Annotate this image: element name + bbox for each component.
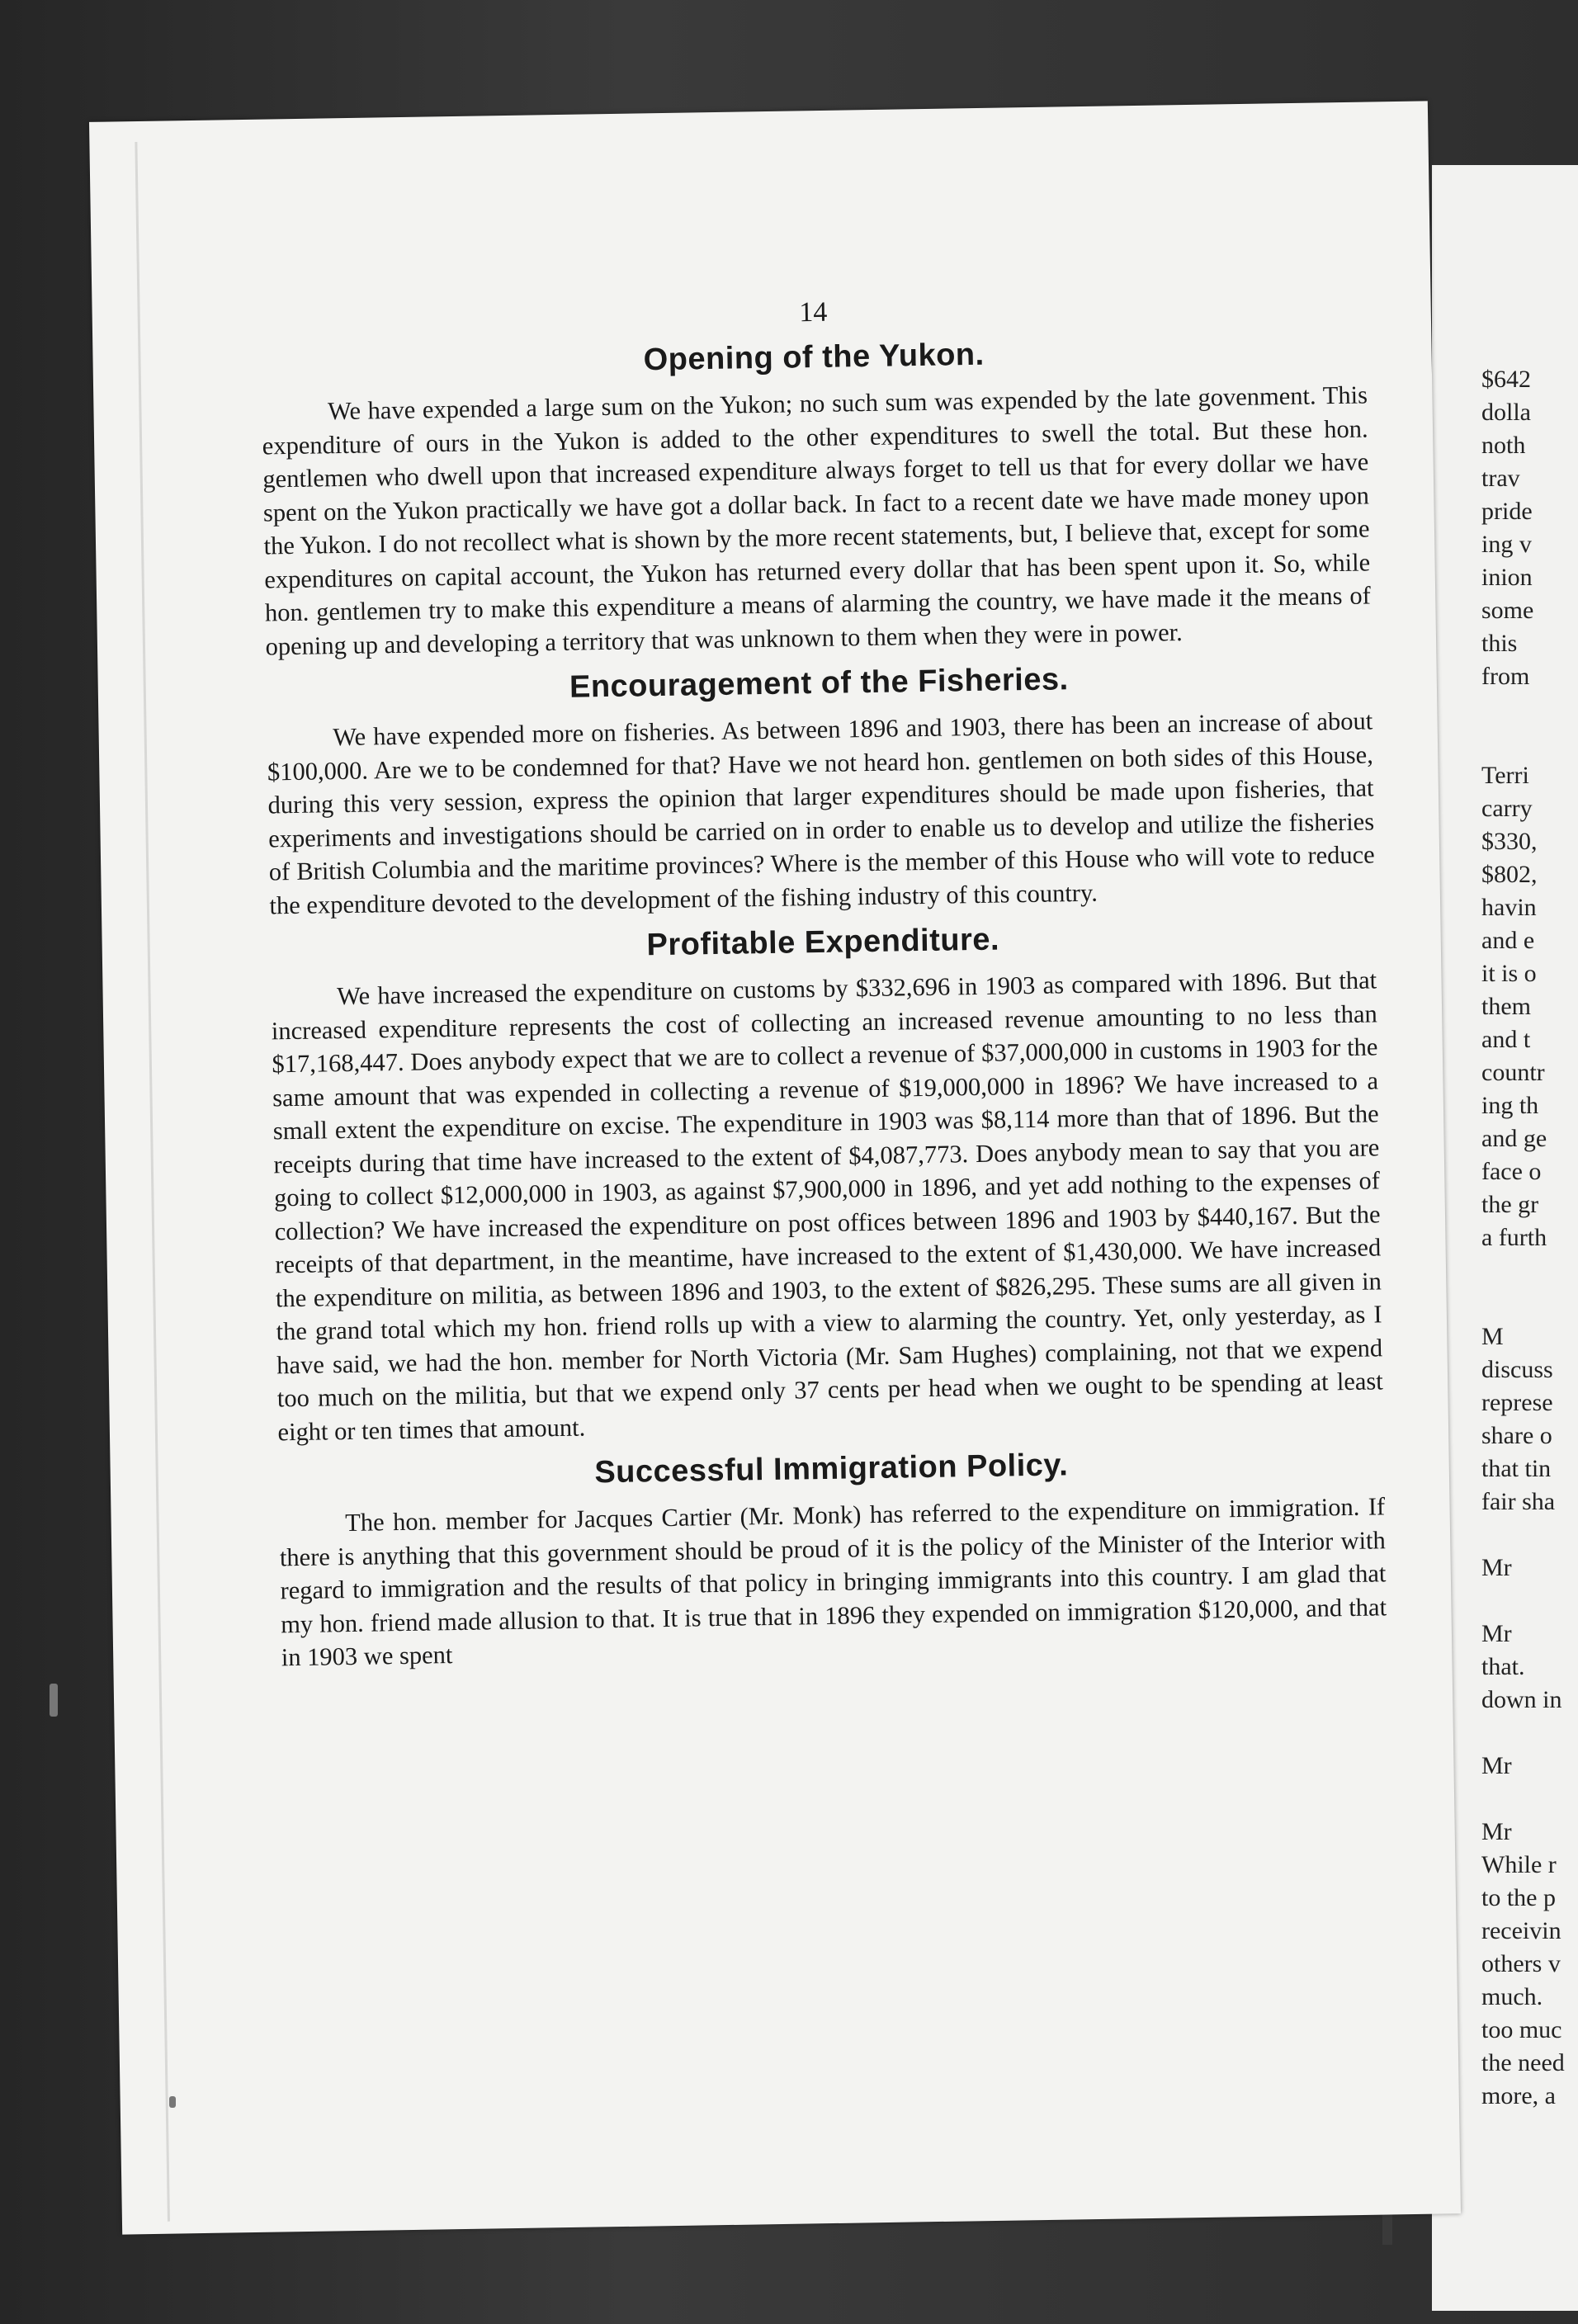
- facing-page-line: pride: [1481, 498, 1533, 525]
- facing-page-line: Mr: [1481, 1620, 1512, 1647]
- facing-page-line: that.: [1481, 1653, 1525, 1680]
- facing-page-line: the need: [1481, 2049, 1565, 2076]
- facing-page-line: countr: [1481, 1059, 1545, 1086]
- facing-page-line: them: [1481, 993, 1531, 1020]
- section-heading-profitable: Profitable Expenditure.: [646, 922, 1000, 963]
- section-heading-immigration: Successful Immigration Policy.: [594, 1448, 1069, 1490]
- facing-page-line: dolla: [1481, 399, 1531, 426]
- facing-page-line: much.: [1481, 1983, 1543, 2010]
- facing-page-line: havin: [1481, 894, 1537, 921]
- facing-page-line: $330,: [1481, 828, 1538, 855]
- facing-page-line: M: [1481, 1323, 1504, 1350]
- section-body-yukon: We have expended a large sum on the Yukon; no such sum was expended by the late govenment. This expenditure of ours in the Yukon is added to the other expenditures to swell the total. But these hon. gentlemen who dwell upon that increased expenditure always forget to tell us that for every dollar we have spent on the Yukon practically we have got a dollar back. In fact to a recent date we have made money upon the Yukon. I do not recollect what is shown by the more recent statements, but, I believe that, except for some expenditures on capital account, the Yukon has returned every dollar that has been spent upon it. So, while hon. gentlemen try to make this expenditure a means of alarming the country, we have made it the means of opening up and developing a territory that was unknown to them when they were in power.: [262, 380, 1372, 660]
- facing-page-line: the gr: [1481, 1191, 1539, 1218]
- facing-page-line: more, a: [1481, 2082, 1556, 2109]
- facing-page-line: that tin: [1481, 1455, 1552, 1482]
- facing-page-line: [1481, 1254, 1578, 1287]
- facing-page-line: face o: [1481, 1158, 1542, 1185]
- facing-page-line: it is o: [1481, 960, 1537, 987]
- facing-page-line: some: [1481, 597, 1534, 624]
- facing-page-line: [1481, 1783, 1578, 1816]
- facing-page-line: discuss: [1481, 1356, 1553, 1383]
- page-content: [260, 288, 1387, 1674]
- facing-page-line: and ge: [1481, 1125, 1547, 1152]
- page-number: 14: [799, 296, 828, 328]
- facing-page-line: represe: [1481, 1389, 1553, 1416]
- facing-page-line: carry: [1481, 795, 1533, 822]
- section-body-fisheries: We have expended more on fisheries. As between 1896 and 1903, there has been an increase of about $100,000. Are we to be condemned for that? Have we not heard hon. gentlemen on both sides of this House, during this very session, express the opinion that larger expenditures should be made upon fisheries, that experiments and investigations should be carried on in order to enable us to develop and utilize the fisheries of British Columbia and the maritime provinces? Where is the member of this House who will vote to reduce the expenditure devoted to the development of the fishing industry of this country.: [267, 706, 1375, 919]
- facing-page-line: Mr: [1481, 1554, 1512, 1581]
- facing-page-line: $642: [1481, 366, 1531, 393]
- scan-speck: [169, 2096, 176, 2108]
- facing-page-line: [1481, 1717, 1578, 1750]
- facing-page-line: down in: [1481, 1686, 1562, 1713]
- facing-page-line: trav: [1481, 465, 1520, 492]
- section-body-immigration: The hon. member for Jacques Cartier (Mr. Monk) has referred to the expenditure on immigration. If there is anything that this government should be proud of it is the policy of the Minister of the Interior with regard to immigration and the results of that policy in bringing immigrants into this country. I am glad that my hon. friend made allusion to that. It is true that in 1896 they expended on immigration $120,000, and that in 1903 we spent: [279, 1492, 1387, 1672]
- facing-page-line: inion: [1481, 564, 1533, 591]
- section-heading-fisheries: Encouragement of the Fisheries.: [569, 662, 1069, 705]
- facing-page-line: While r: [1481, 1851, 1557, 1878]
- facing-page-line: Mr: [1481, 1752, 1512, 1779]
- scan-speck: [50, 1684, 58, 1717]
- facing-page-line: and e: [1481, 927, 1535, 954]
- facing-page-line: share o: [1481, 1422, 1552, 1449]
- facing-page-line: [1481, 1519, 1578, 1552]
- facing-page-line: noth: [1481, 432, 1526, 459]
- facing-page-line: ing v: [1481, 531, 1532, 558]
- facing-page-line: others v: [1481, 1950, 1561, 1977]
- facing-page-line: [1481, 693, 1578, 726]
- facing-page-line: Terri: [1481, 762, 1529, 789]
- facing-page-text: [1481, 363, 1578, 2113]
- facing-page-line: Mr: [1481, 1818, 1512, 1845]
- section-body-profitable: We have increased the expenditure on customs by $332,696 in 1903 as compared with 1896. But that increased expenditure represents the cost of collecting an increased revenue amounting to no less than $17,168,447. Does anybody expect that we are to collect a revenue of $37,000,000 in customs in 1903 for the same amount that was expended in collecting a revenue of $19,000,000 in 1896? We have increased to a small extent the expenditure on excise. The expenditure in 1903 was $8,114 more than that of 1896. But the receipts during that time have increased to the extent of $4,087,773. Does anybody mean to say that you are going to collect $12,000,000 in 1903, as against $7,900,000 in 1896, and yet add nothing to the expenses of collection? We have increased the expenditure on post offices between 1896 and 1903 by $440,167. But the receipts of that department, in the meantime, have increased to the extent of $1,430,000. We have increased the expenditure on militia, as between 1896 and 1903, to the extent of $826,295. These sums are all given in the grand total which my hon. friend rolls up with a view to alarming the country. Yet, only yesterday, as I have said, we had the hon. member for North Victoria (Mr. Sam Hughes) complaining, not that we expend too much on the militia, but that we expend only 37 cents per head when we ought to be spending at least eight or ten times that amount.: [271, 966, 1383, 1446]
- facing-page-line: to the p: [1481, 1884, 1556, 1911]
- facing-page-line: [1481, 1585, 1578, 1618]
- facing-page-line: this: [1481, 630, 1518, 657]
- facing-page-line: [1481, 1287, 1578, 1320]
- facing-page-line: from: [1481, 663, 1530, 690]
- facing-page-line: ing th: [1481, 1092, 1539, 1119]
- facing-page-line: $802,: [1481, 861, 1538, 888]
- facing-page-line: and t: [1481, 1026, 1531, 1053]
- section-heading-yukon: Opening of the Yukon.: [643, 337, 985, 378]
- facing-page-line: [1481, 726, 1578, 759]
- facing-page-line: receivin: [1481, 1917, 1561, 1944]
- facing-page-line: a furth: [1481, 1224, 1547, 1251]
- facing-page-line: too muc: [1481, 2016, 1562, 2043]
- facing-page-line: fair sha: [1481, 1488, 1556, 1515]
